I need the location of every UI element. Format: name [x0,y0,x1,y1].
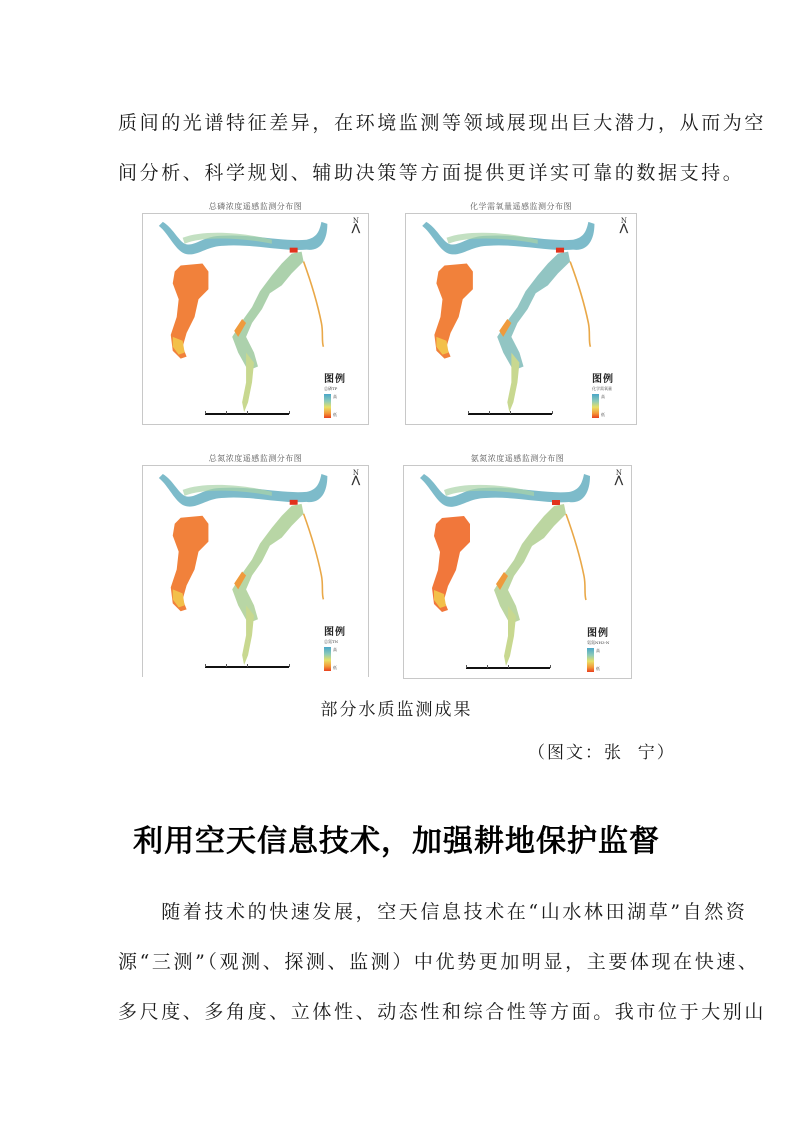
north-label: N [615,469,622,477]
north-arrow-icon: N ⋀ [351,469,360,486]
legend-high-label: 高 [333,394,337,399]
legend-title: 图例 [324,627,346,638]
scale-bar [468,411,554,417]
legend-color-ramp [592,394,599,418]
north-label: N [352,469,359,477]
legend-subtitle: 氨氮NH3-N [587,640,610,645]
tributary-stream [570,262,590,347]
body-paragraph [118,887,767,1037]
hotspot-marker [290,248,298,253]
hotspot-marker [556,248,564,253]
map-figure-ammonia-nitrogen [403,454,632,679]
north-arrow-icon: N ⋀ [614,469,623,486]
legend-subtitle: 总氮TN [324,639,339,644]
north-label: N [352,217,359,225]
map-title: 氨氮浓度遥感监测分布图 [470,454,565,463]
legend-high-label: 高 [596,648,600,653]
legend-low-label: 低 [596,666,600,671]
east-lake-shape [494,504,566,624]
tributary-stream [304,262,324,347]
map-legend [324,623,360,671]
east-lake-shape [232,504,303,623]
map-legend [587,624,623,672]
legend-low-label: 低 [601,412,605,417]
legend-low-label: 低 [333,665,337,670]
map-title: 总氮浓度遥感监测分布图 [208,454,303,463]
map-figure-total-nitrogen [142,454,369,677]
map-legend [324,370,360,418]
scale-bar [466,665,552,671]
legend-color-ramp [324,394,331,418]
east-lake-shape [497,252,570,371]
hotspot-marker [290,500,298,505]
legend-low-label: 低 [333,412,337,417]
body-line: 随着技术的快速发展，空天信息技术在“山水林田湖草”自然资 [118,901,748,923]
map-frame [405,213,637,425]
map-title: 总磷浓度遥感监测分布图 [208,202,303,211]
north-label: N [620,217,627,225]
author-credit: （图文：张 宁） [528,743,676,763]
intro-line: 间分析、科学规划、辅助决策等方面提供更详实可靠的数据支持。 [118,162,745,184]
map-figure-cod [405,202,637,425]
north-arrow-icon: N ⋀ [619,217,628,234]
map-frame [142,465,369,677]
legend-high-label: 高 [333,647,337,652]
legend-subtitle: 化学需氧量 [592,386,612,391]
tributary-stream [304,514,324,600]
intro-paragraph [118,98,767,198]
intro-line: 质间的光谱特征差异，在环境监测等领域展现出巨大潜力，从而为空 [118,112,767,134]
tributary-stream [566,514,586,600]
section-heading: 利用空天信息技术，加强耕地保护监督 [133,824,660,859]
legend-title: 图例 [592,374,614,385]
legend-color-ramp [324,647,331,671]
map-legend [592,370,628,418]
legend-subtitle: 总磷TP [324,386,338,391]
legend-high-label: 高 [601,394,605,399]
figure-caption: 部分水质监测成果 [320,700,473,720]
legend-color-ramp [587,648,594,672]
map-frame [142,213,369,425]
north-arrow-icon: N ⋀ [351,217,360,234]
legend-title: 图例 [324,374,346,385]
body-line: 多尺度、多角度、立体性、动态性和综合性等方面。我市位于大别山 [118,1001,767,1023]
scale-bar [205,664,291,670]
body-line: 源“三测”（观测、探测、监测）中优势更加明显，主要体现在快速、 [118,951,760,973]
map-frame [403,465,632,679]
hotspot-marker [552,500,560,505]
map-figure-total-phosphorus [142,202,369,425]
map-title: 化学需氧量遥感监测分布图 [470,202,572,211]
east-lake-shape [232,252,303,371]
legend-title: 图例 [587,628,609,639]
scale-bar [205,411,291,417]
